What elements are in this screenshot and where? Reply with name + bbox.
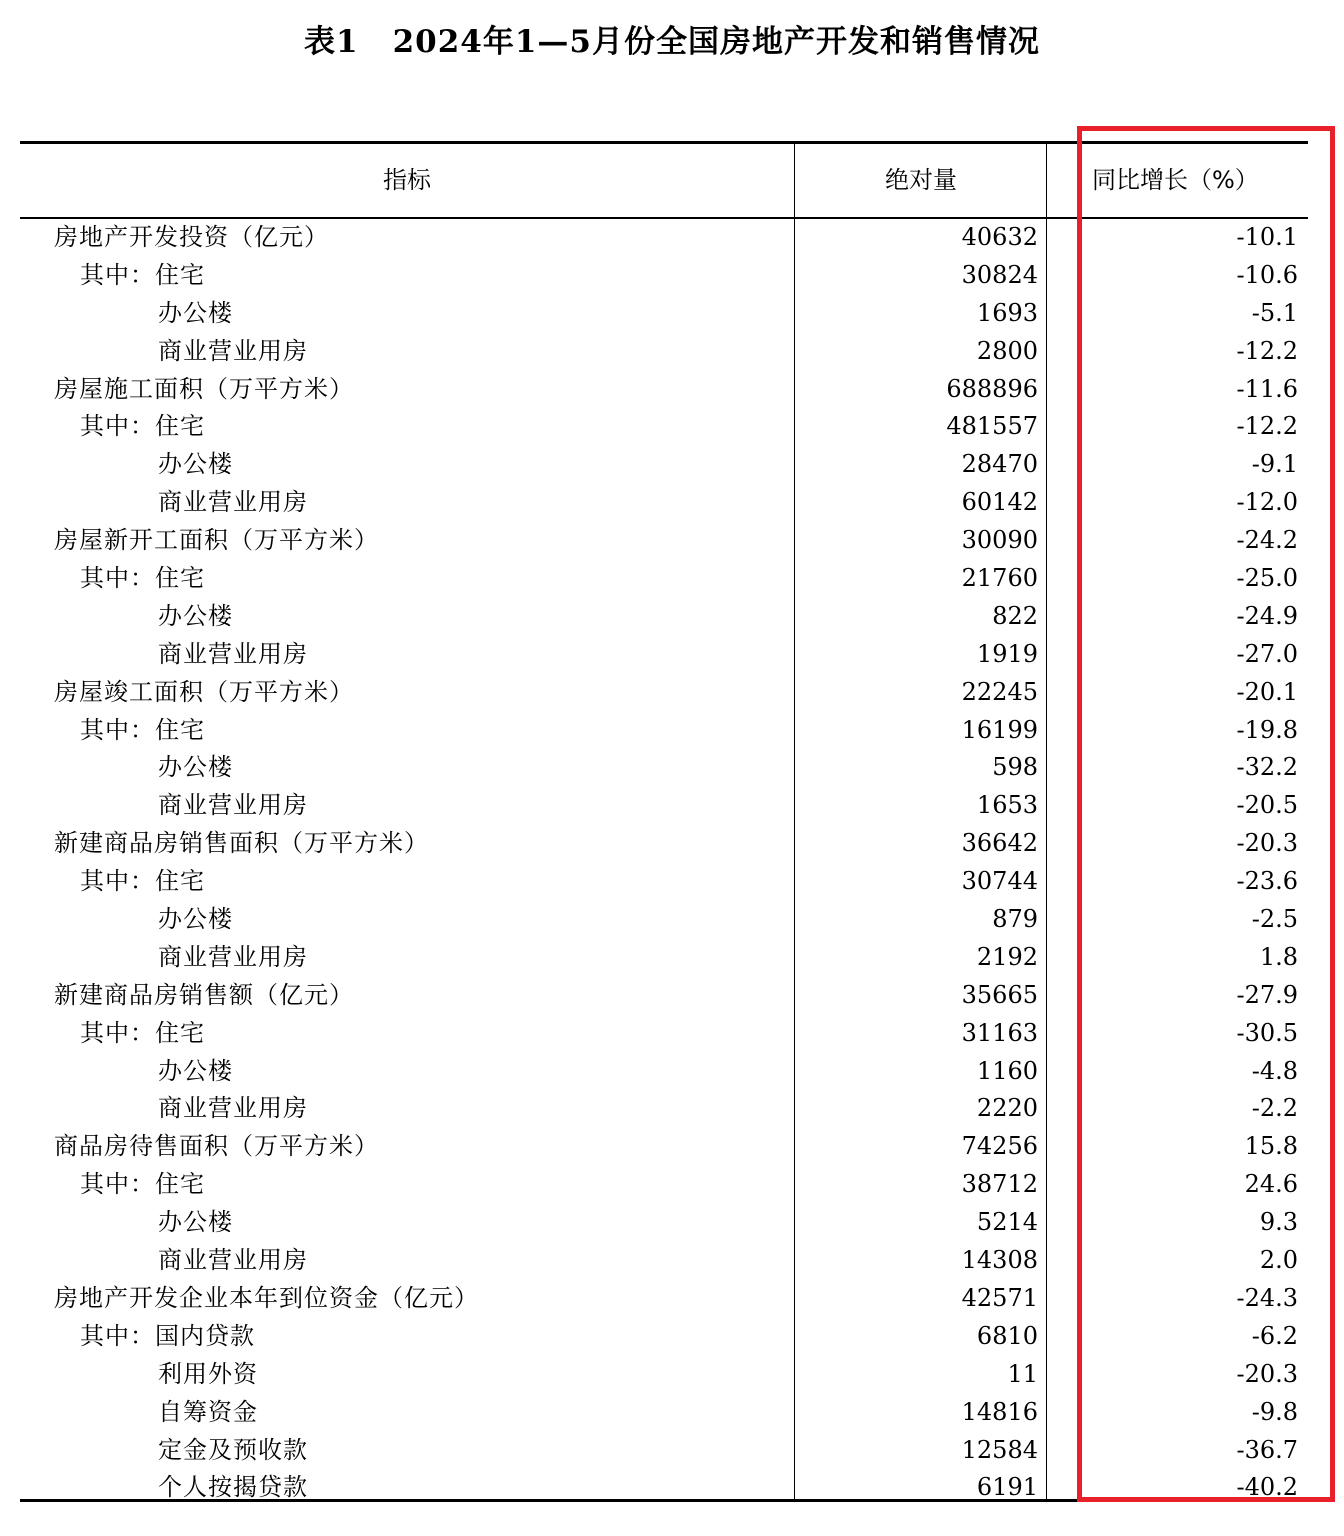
table-row — [20, 901, 1308, 939]
row-indicator-label: 商业营业用房 — [158, 1246, 308, 1275]
table-row — [20, 674, 1308, 712]
row-absolute-value: 22245 — [961, 677, 1038, 706]
table-row — [20, 1432, 1308, 1470]
table-row — [20, 1090, 1308, 1128]
table-row — [20, 1280, 1308, 1318]
row-absolute-value: 5214 — [976, 1208, 1038, 1237]
row-absolute-value: 30824 — [961, 260, 1038, 289]
row-indicator-label: 其中：住宅 — [80, 564, 205, 593]
table-row — [20, 1053, 1308, 1091]
row-yoy-value: -32.2 — [1236, 753, 1298, 782]
row-absolute-value: 598 — [992, 753, 1038, 782]
row-absolute-value: 2192 — [976, 942, 1038, 971]
table-header — [20, 144, 1308, 219]
table-row — [20, 749, 1308, 787]
row-indicator-label: 房屋竣工面积（万平方米） — [54, 677, 354, 706]
row-yoy-value: -19.8 — [1236, 715, 1298, 744]
row-yoy-value: 24.6 — [1244, 1170, 1298, 1199]
row-yoy-value: -30.5 — [1236, 1018, 1298, 1047]
table-row — [20, 977, 1308, 1015]
table-row — [20, 598, 1308, 636]
row-indicator-label: 办公楼 — [158, 450, 233, 479]
table-row — [20, 1318, 1308, 1356]
row-absolute-value: 38712 — [961, 1170, 1038, 1199]
row-absolute-value: 2800 — [976, 336, 1038, 365]
row-yoy-value: -24.3 — [1236, 1283, 1298, 1312]
row-indicator-label: 商业营业用房 — [158, 336, 308, 365]
table-row — [20, 257, 1308, 295]
row-absolute-value: 30744 — [961, 867, 1038, 896]
table-number: 表1 — [304, 24, 359, 60]
row-indicator-label: 办公楼 — [158, 601, 233, 630]
table-row — [20, 636, 1308, 674]
row-indicator-label: 商品房待售面积（万平方米） — [54, 1132, 379, 1161]
statistics-table — [20, 141, 1308, 1502]
row-indicator-label: 利用外资 — [158, 1359, 258, 1388]
row-yoy-value: -6.2 — [1251, 1321, 1298, 1350]
row-absolute-value: 14308 — [961, 1246, 1038, 1275]
column-divider — [794, 144, 795, 1499]
row-yoy-value: -20.5 — [1236, 791, 1298, 820]
row-yoy-value: -4.8 — [1251, 1056, 1298, 1085]
table-row — [20, 825, 1308, 863]
row-absolute-value: 481557 — [946, 412, 1038, 441]
row-absolute-value: 11 — [1007, 1359, 1038, 1388]
row-yoy-value: -9.8 — [1251, 1397, 1298, 1426]
table-title — [0, 18, 1344, 66]
table-row — [20, 939, 1308, 977]
row-yoy-value: -25.0 — [1236, 564, 1298, 593]
row-indicator-label: 其中：国内贷款 — [80, 1321, 255, 1350]
row-absolute-value: 40632 — [961, 223, 1038, 251]
table-row — [20, 1469, 1308, 1507]
row-yoy-value: -20.3 — [1236, 829, 1298, 858]
table-title-text: 2024年1—5月份全国房地产开发和销售情况 — [392, 24, 1040, 60]
row-indicator-label: 个人按揭贷款 — [158, 1473, 308, 1502]
row-absolute-value: 2220 — [976, 1094, 1038, 1123]
row-yoy-value: 2.0 — [1259, 1246, 1298, 1275]
row-indicator-label: 办公楼 — [158, 905, 233, 934]
row-absolute-value: 1693 — [976, 298, 1038, 327]
row-yoy-value: -40.2 — [1236, 1473, 1298, 1502]
row-absolute-value: 21760 — [961, 564, 1038, 593]
row-yoy-value: -12.0 — [1236, 488, 1298, 517]
row-absolute-value: 879 — [992, 905, 1038, 934]
row-yoy-value: -2.5 — [1251, 905, 1298, 934]
row-indicator-label: 房地产开发企业本年到位资金（亿元） — [54, 1283, 479, 1312]
row-absolute-value: 6810 — [976, 1321, 1038, 1350]
row-indicator-label: 新建商品房销售额（亿元） — [54, 980, 354, 1009]
row-absolute-value: 16199 — [961, 715, 1038, 744]
row-indicator-label: 商业营业用房 — [158, 488, 308, 517]
row-yoy-value: -5.1 — [1251, 298, 1298, 327]
row-absolute-value: 60142 — [961, 488, 1038, 517]
row-indicator-label: 商业营业用房 — [158, 791, 308, 820]
row-yoy-value: -20.1 — [1236, 677, 1298, 706]
row-yoy-value: -27.0 — [1236, 639, 1298, 668]
row-indicator-label: 定金及预收款 — [158, 1435, 308, 1464]
row-absolute-value: 36642 — [961, 829, 1038, 858]
table-row — [20, 371, 1308, 409]
table-body — [20, 219, 1308, 1507]
row-absolute-value: 30090 — [961, 526, 1038, 555]
row-indicator-label: 办公楼 — [158, 753, 233, 782]
table-row — [20, 1242, 1308, 1280]
table-row — [20, 1128, 1308, 1166]
row-yoy-value: -23.6 — [1236, 867, 1298, 896]
table-row — [20, 863, 1308, 901]
table-row — [20, 787, 1308, 825]
table-row — [20, 712, 1308, 750]
row-indicator-label: 新建商品房销售面积（万平方米） — [54, 829, 429, 858]
row-absolute-value: 12584 — [961, 1435, 1038, 1464]
row-yoy-value: -10.1 — [1236, 223, 1298, 251]
row-indicator-label: 其中：住宅 — [80, 867, 205, 896]
row-yoy-value: -24.2 — [1236, 526, 1298, 555]
row-yoy-value: -2.2 — [1251, 1094, 1298, 1123]
row-yoy-value: 15.8 — [1244, 1132, 1298, 1161]
row-absolute-value: 42571 — [961, 1283, 1038, 1312]
row-absolute-value: 31163 — [961, 1018, 1038, 1047]
row-yoy-value: -27.9 — [1236, 980, 1298, 1009]
row-indicator-label: 办公楼 — [158, 1208, 233, 1237]
header-absolute: 绝对量 — [885, 166, 957, 194]
row-absolute-value: 35665 — [961, 980, 1038, 1009]
row-yoy-value: -9.1 — [1251, 450, 1298, 479]
table-row — [20, 446, 1308, 484]
table-row — [20, 333, 1308, 371]
row-absolute-value: 6191 — [976, 1473, 1038, 1502]
table-row — [20, 560, 1308, 598]
table-row — [20, 1015, 1308, 1053]
row-absolute-value: 28470 — [961, 450, 1038, 479]
table-row — [20, 1394, 1308, 1432]
table-row — [20, 1356, 1308, 1394]
row-indicator-label: 房屋新开工面积（万平方米） — [54, 526, 379, 555]
row-yoy-value: -12.2 — [1236, 412, 1298, 441]
row-indicator-label: 其中：住宅 — [80, 260, 205, 289]
row-yoy-value: -11.6 — [1236, 374, 1298, 403]
row-yoy-value: -20.3 — [1236, 1359, 1298, 1388]
header-indicator: 指标 — [383, 166, 431, 194]
table-row — [20, 1204, 1308, 1242]
row-absolute-value: 1653 — [976, 791, 1038, 820]
row-yoy-value: -12.2 — [1236, 336, 1298, 365]
row-indicator-label: 其中：住宅 — [80, 1170, 205, 1199]
row-absolute-value: 14816 — [961, 1397, 1038, 1426]
table-row — [20, 408, 1308, 446]
row-absolute-value: 822 — [992, 601, 1038, 630]
row-indicator-label: 其中：住宅 — [80, 715, 205, 744]
row-indicator-label: 办公楼 — [158, 1056, 233, 1085]
row-indicator-label: 商业营业用房 — [158, 942, 308, 971]
header-yoy: 同比增长（%） — [1092, 166, 1259, 194]
row-absolute-value: 1160 — [976, 1056, 1038, 1085]
row-indicator-label: 自筹资金 — [158, 1397, 258, 1426]
table-row — [20, 219, 1308, 257]
row-yoy-value: -24.9 — [1236, 601, 1298, 630]
row-absolute-value: 688896 — [946, 374, 1038, 403]
row-absolute-value: 1919 — [976, 639, 1038, 668]
column-divider — [1046, 144, 1047, 1499]
table-row — [20, 522, 1308, 560]
row-yoy-value: -10.6 — [1236, 260, 1298, 289]
row-absolute-value: 74256 — [961, 1132, 1038, 1161]
table-row — [20, 295, 1308, 333]
row-indicator-label: 商业营业用房 — [158, 639, 308, 668]
table-row — [20, 1166, 1308, 1204]
row-indicator-label: 其中：住宅 — [80, 412, 205, 441]
row-indicator-label: 房屋施工面积（万平方米） — [54, 374, 354, 403]
table-row — [20, 484, 1308, 522]
row-indicator-label: 办公楼 — [158, 298, 233, 327]
row-indicator-label: 商业营业用房 — [158, 1094, 308, 1123]
row-yoy-value: 1.8 — [1259, 942, 1298, 971]
row-yoy-value: -36.7 — [1236, 1435, 1298, 1464]
row-yoy-value: 9.3 — [1259, 1208, 1298, 1237]
row-indicator-label: 房地产开发投资（亿元） — [54, 223, 329, 251]
row-indicator-label: 其中：住宅 — [80, 1018, 205, 1047]
